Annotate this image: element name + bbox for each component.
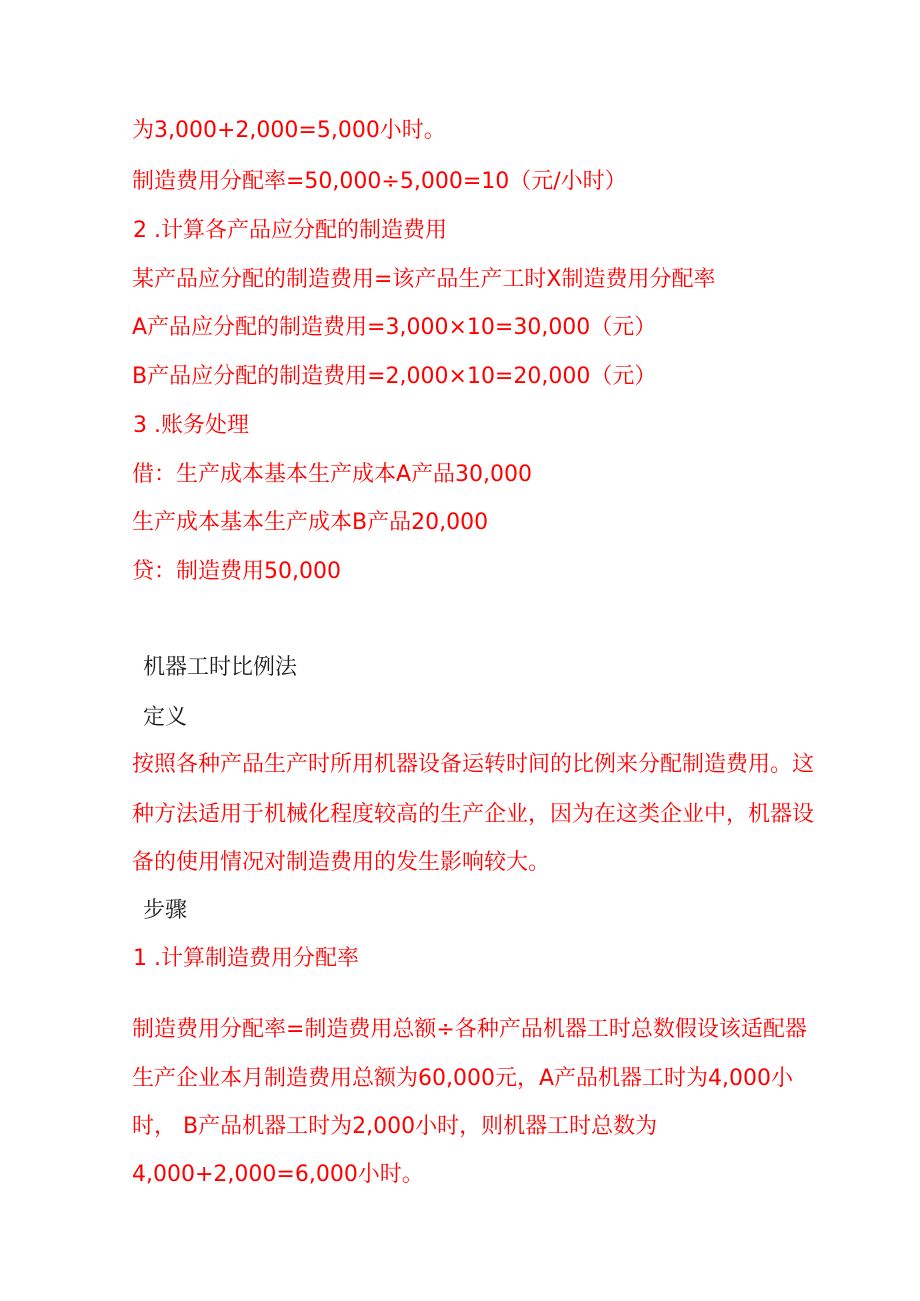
journal-credit-line: 贷：制造费用50,000: [132, 559, 341, 584]
step-heading-1: 1 .计算制造费用分配率: [133, 946, 359, 971]
formula-line-2: 生产企业本月制造费用总额为60,000元，A产品机器工时为4,000小: [132, 1066, 794, 1091]
text-line-6: B产品应分配的制造费用=2,000×10=20,000（元）: [132, 364, 657, 389]
formula-line-1: 制造费用分配率=制造费用总额÷各种产品机器工时总数假设该适配器: [132, 1017, 807, 1042]
text-line-4: 某产品应分配的制造费用=该产品生产工时X制造费用分配率: [132, 267, 716, 292]
definition-line-1: 按照各种产品生产时所用机器设备运转时间的比例来分配制造费用。这: [132, 752, 815, 777]
definition-line-2: 种方法适用于机械化程度较高的生产企业，因为在这类企业中，机器设: [132, 802, 815, 827]
steps-heading: 步骤: [143, 898, 188, 923]
text-line-2: 制造费用分配率=50,000÷5,000=10（元/小时）: [132, 169, 627, 194]
section-heading: 机器工时比例法: [143, 655, 298, 680]
text-line-5: A产品应分配的制造费用=3,000×10=30,000（元）: [132, 315, 657, 340]
formula-line-3: 时， B产品机器工时为2,000小时，则机器工时总数为: [132, 1114, 658, 1139]
step-heading-3: 3 .账务处理: [133, 413, 249, 438]
definition-line-3: 备的使用情况对制造费用的发生影响较大。: [132, 850, 551, 875]
definition-heading: 定义: [143, 705, 188, 730]
formula-line-4: 4,000+2,000=6,000小时。: [132, 1162, 424, 1187]
text-line-1: 为3,000+2,000=5,000小时。: [132, 118, 446, 143]
journal-debit-line-2: 生产成本基本生产成本B产品20,000: [132, 510, 489, 535]
step-heading-2: 2 .计算各产品应分配的制造费用: [133, 218, 447, 243]
journal-debit-line: 借：生产成本基本生产成本A产品30,000: [132, 462, 533, 487]
